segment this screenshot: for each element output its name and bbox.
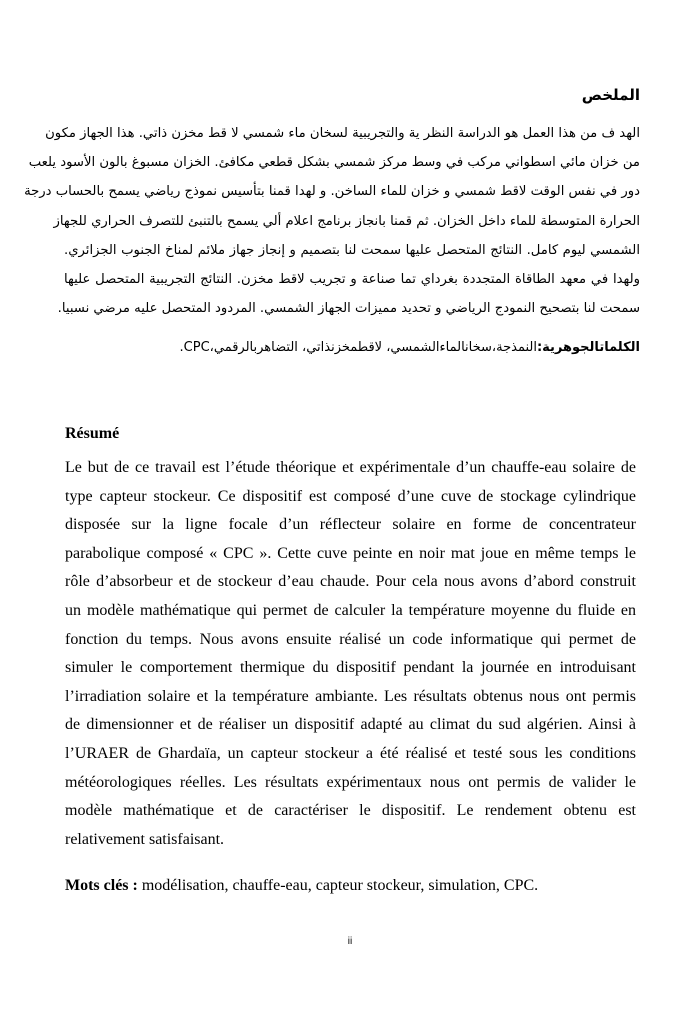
arabic-abstract-line: ولهدا في معهد الطاقاة المتجددة بغرداي تما صناعة و تجريب لاقط مخزن. النتائج التجريبية المتحصل عليها <box>64 272 640 288</box>
french-keywords-label: Mots clés : <box>65 877 138 894</box>
arabic-abstract-line: سمحت لنا بتصحيح النمودج الرياضي و تحديد مميزات الجهاز الشمسي. المردود المتحصل عليه مرضي نسبيا. <box>57 301 640 317</box>
french-abstract-line: parabolique composé « CPC ». Cette cuve peinte en noir mat joue en même temps le <box>65 544 636 562</box>
arabic-keywords <box>180 340 640 355</box>
french-abstract-line: simuler le comportement thermique du dispositif pendant la journée en introduisant <box>65 659 636 677</box>
french-abstract-line: l’URAER de Ghardaïa, un capteur stockeur a été réalisé et testé sous les conditions <box>65 744 636 762</box>
french-abstract-title: Résumé <box>65 425 120 442</box>
french-keywords <box>65 877 538 895</box>
french-abstract-line: Le but de ce travail est l’étude théorique et expérimentale d’un chauffe-eau solaire de <box>65 459 636 476</box>
arabic-keywords-label: الكلماتالجوهرية: <box>536 340 640 355</box>
french-abstract-line: modèle mathématique et de caractériser le dispositif. Le rendement obtenu est <box>65 802 636 820</box>
french-abstract-line: rôle d’absorbeur et de stockeur d’eau chaude. Pour cela nous avons d’abord construit <box>65 573 636 591</box>
arabic-keywords-value: النمذجة،سخانالماءالشمسي، لاقطمخزنذاتي، التضاهربالرقمي،CPC. <box>179 340 537 355</box>
french-keywords-value: modélisation, chauffe-eau, capteur stockeur, simulation, CPC. <box>137 877 539 894</box>
french-abstract-line: relativement satisfaisant. <box>65 830 225 848</box>
french-abstract-line: météorologiques réelles. Les résultats expérimentaux nous ont permis de valider le <box>65 773 636 791</box>
arabic-abstract-title: الملخص <box>581 86 640 104</box>
arabic-abstract-line: الهد ف من هذا العمل هو الدراسة النظر ية والتجريبية لسخان ماء شمسي لا قط مخزن ذاتي. هذا الجهاز مكون <box>45 126 640 141</box>
french-abstract-line: un modèle mathématique qui permet de calculer la température moyenne du fluide en <box>65 601 636 619</box>
arabic-abstract-line: الحرارة المتوسطة للماء داخل الخزان. ثم قمنا بانجاز برنامج اعلام ألي يسمح بالتنبئ للتصرف الحراري للجهاز <box>53 213 640 229</box>
arabic-abstract-line: الشمسي ليوم كامل. النتائج المتحصل عليها سمحت لنا بتصميم و إنجاز جهاز ملائم لمناخ الجنوب الجزائري. <box>64 242 640 258</box>
french-abstract-line: type capteur stockeur. Ce dispositif est composé d’une cuve de stockage cylindrique <box>65 487 636 505</box>
french-abstract-line: l’irradiation solaire et la température ambiante. Les résultats obtenus nous ont permis <box>65 687 636 705</box>
arabic-abstract-line: دور في نفس الوقت لاقط شمسي و خزان للماء الساخن. و لهدا قمنا بتأسيس نموذج رياضي يسمح بالحساب درجة <box>24 184 640 200</box>
french-abstract-line: disposée sur la ligne focale d’un réflecteur solaire en forme de concentrateur <box>65 516 636 534</box>
arabic-abstract-line: من خزان مائي اسطواني مركب في وسط مركز شمسي بشكل قطعي مكافئ. الخزان مسبوغ بالون الأسود يلعب <box>28 155 640 171</box>
french-abstract-body <box>65 454 636 854</box>
french-abstract-line: fonction du temps. Nous avons ensuite réalisé un code informatique qui permet de <box>65 630 636 648</box>
french-abstract-line: de dimensionner et de réaliser un dispositif adapté au climat du sud algérien. Ainsi à <box>65 716 636 734</box>
page-number: ii <box>347 936 353 947</box>
arabic-abstract-body <box>24 119 640 323</box>
